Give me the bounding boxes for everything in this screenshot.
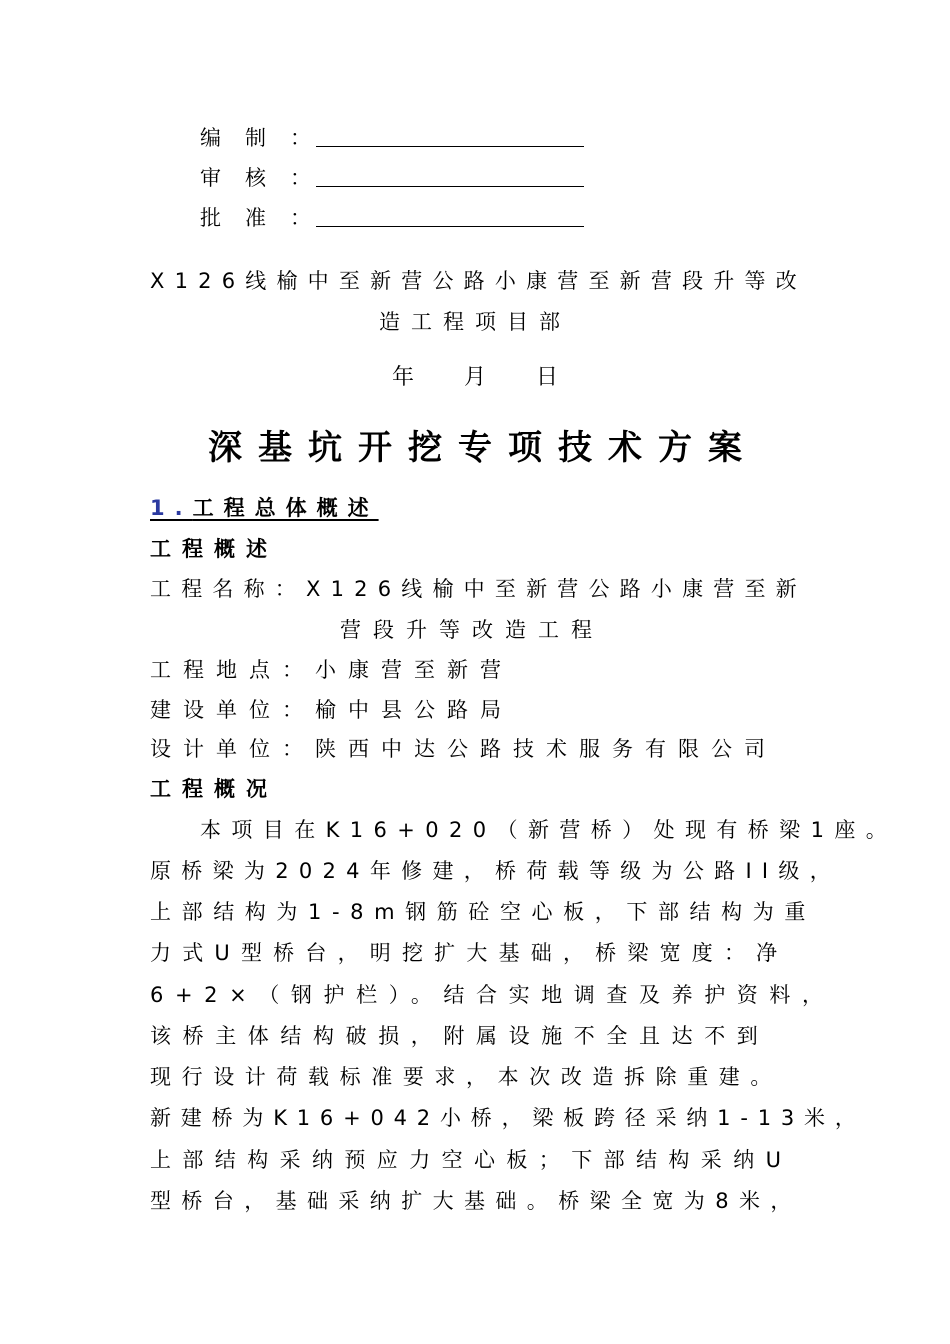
compile-label: 编制 bbox=[200, 126, 290, 150]
builder-unit: 建设单位：榆中县公路局 bbox=[150, 698, 513, 722]
review-colon: ： bbox=[290, 166, 311, 190]
compile-row bbox=[200, 124, 310, 152]
project-location: 工程地点：小康营至新营 bbox=[150, 658, 513, 682]
document-title: 深基坑开挖专项技术方案 bbox=[208, 428, 758, 468]
date-month: 月 bbox=[463, 365, 486, 390]
date-day: 日 bbox=[536, 365, 559, 390]
compile-signature-line[interactable] bbox=[316, 146, 584, 147]
design-unit: 设计单位：陕西中达公路技术服务有限公司 bbox=[150, 737, 777, 761]
section-1-title: 工程总体概述 bbox=[192, 496, 379, 520]
situation-line: 6+2×（钢护栏）。结合实地调查及养护资料， bbox=[150, 983, 835, 1007]
project-name-line2: 营段升等改造工程 bbox=[340, 618, 604, 642]
project-name-line1: 工程名称：X126线榆中至新营公路小康营至新 bbox=[150, 577, 807, 601]
section-1-number: 1. bbox=[150, 496, 193, 520]
approve-row bbox=[200, 204, 310, 232]
situation-line: 力式U型桥台，明挖扩大基础，桥梁宽度：净 bbox=[150, 941, 789, 965]
situation-line: 原桥梁为2024年修建，桥荷载等级为公路II级， bbox=[150, 859, 842, 883]
situation-line: 上部结构为1-8m钢筋砼空心板，下部结构为重 bbox=[150, 900, 816, 924]
review-signature-line[interactable] bbox=[316, 186, 584, 187]
situation-line: 现行设计荷载标准要求，本次改造拆除重建。 bbox=[150, 1065, 782, 1089]
approve-colon: ： bbox=[290, 206, 311, 230]
date-line bbox=[0, 364, 950, 392]
approve-label: 批准 bbox=[200, 206, 290, 230]
situation-line: 新建桥为K16+042小桥，梁板跨径采纳1-13米， bbox=[150, 1106, 866, 1130]
situation-line: 该桥主体结构破损，附属设施不全且达不到 bbox=[150, 1024, 770, 1048]
section-1-link[interactable] bbox=[150, 495, 379, 521]
situation-line: 上部结构采纳预应力空心板；下部结构采纳U bbox=[150, 1148, 793, 1172]
project-dept-line2: 造工程项目部 bbox=[379, 310, 571, 334]
date-year: 年 bbox=[391, 365, 414, 390]
approve-signature-line[interactable] bbox=[316, 226, 584, 227]
overview-heading: 工程概述 bbox=[150, 537, 278, 561]
situation-heading: 工程概况 bbox=[150, 777, 278, 801]
review-label: 审核 bbox=[200, 166, 290, 190]
compile-colon: ： bbox=[290, 126, 311, 150]
situation-line: 本项目在K16+020（新营桥）处现有桥梁1座。 bbox=[200, 818, 898, 842]
review-row bbox=[200, 164, 310, 192]
situation-line: 型桥台，基础采纳扩大基础。桥梁全宽为8米， bbox=[150, 1189, 802, 1213]
project-dept-line1: X126线榆中至新营公路小康营至新营段升等改 bbox=[150, 269, 807, 293]
